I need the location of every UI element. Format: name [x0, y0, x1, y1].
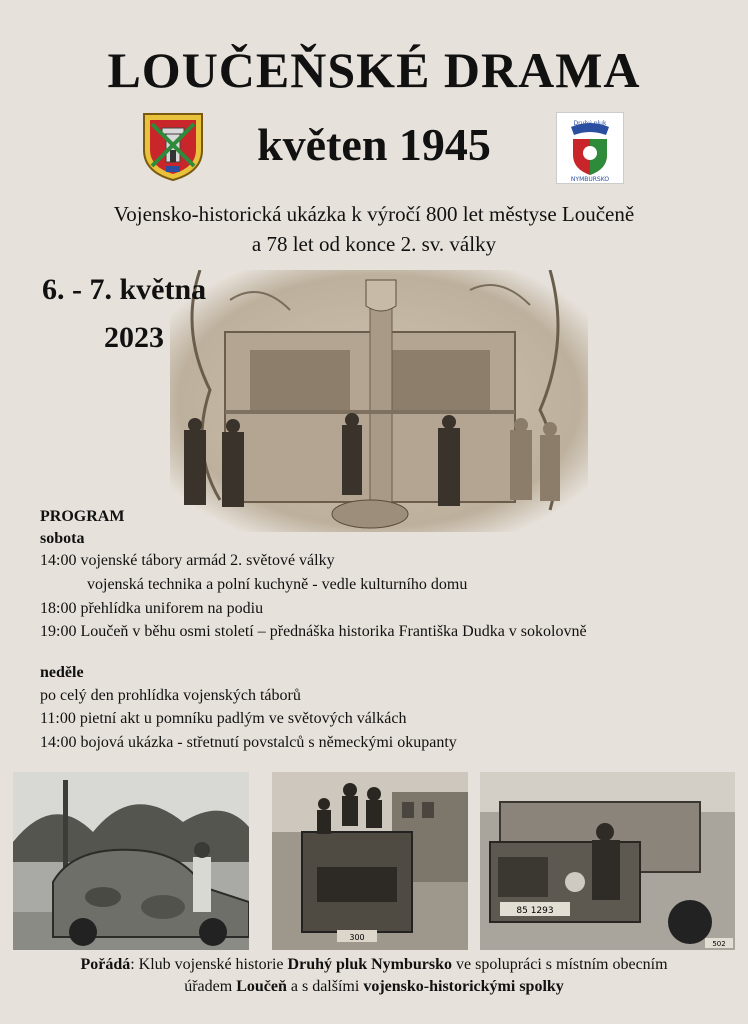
military-truck-photo — [272, 772, 468, 950]
page-title: LOUČEŇSKÉ DRAMA — [107, 42, 641, 98]
program-item: 14:00 bojová ukázka - střetnutí povstalců s německými okupanty — [40, 734, 457, 751]
footer-text: a s dalšími — [286, 978, 364, 995]
footer-organizer: Druhý pluk Nymbursko — [287, 956, 453, 973]
footer-organizer: vojensko-historickými spolky — [363, 978, 564, 995]
program-item: po celý den prohlídka vojenských táborů — [40, 687, 301, 704]
wehrmacht-truck-photo — [480, 772, 735, 950]
druhy-pluk-nymbursko-logo — [556, 112, 624, 184]
camouflage-car-photo — [13, 772, 249, 950]
footer-text: úřadem — [184, 978, 237, 995]
sunday-label: neděle — [40, 664, 84, 681]
organizer-footer — [0, 954, 748, 998]
memorial-photo — [170, 270, 588, 532]
logo-text-bottom: NYMBURSKO — [570, 176, 610, 183]
program-heading: PROGRAM — [40, 508, 125, 525]
event-year: 2023 — [104, 321, 164, 354]
description-line-1: Vojensko-historická ukázka k výročí 800 let městyse Loučeně — [113, 202, 635, 226]
program-item: vojenská technika a polní kuchyně - vedle kulturního domu — [87, 576, 468, 593]
description-line-2: a 78 let od konce 2. sv. války — [251, 232, 497, 256]
program-item: 19:00 Loučeň v běhu osmi století – přednáška historika Františka Dudka v sokolovně — [40, 623, 587, 640]
footer-label: Pořádá — [80, 956, 131, 973]
logo-text-top: Druhý pluk — [573, 120, 607, 127]
program-item: 14:00 vojenské tábory armád 2. světové války — [40, 552, 335, 569]
plate-text: 300 — [349, 933, 365, 942]
page-subtitle: květen 1945 — [257, 119, 491, 170]
footer-text: ve spolupráci s místním obecním — [452, 956, 668, 973]
footer-organizer: Loučeň — [236, 978, 287, 995]
event-date: 6. - 7. května — [42, 273, 207, 306]
plate-text: 85 1293 — [516, 906, 554, 916]
plate-text: 502 — [712, 940, 726, 948]
saturday-label: sobota — [40, 530, 85, 547]
footer-text: : Klub vojenské historie — [130, 956, 288, 973]
program-item: 11:00 pietní akt u pomníku padlým ve světových válkách — [40, 710, 407, 727]
program-item: 18:00 přehlídka uniforem na podiu — [40, 600, 264, 617]
